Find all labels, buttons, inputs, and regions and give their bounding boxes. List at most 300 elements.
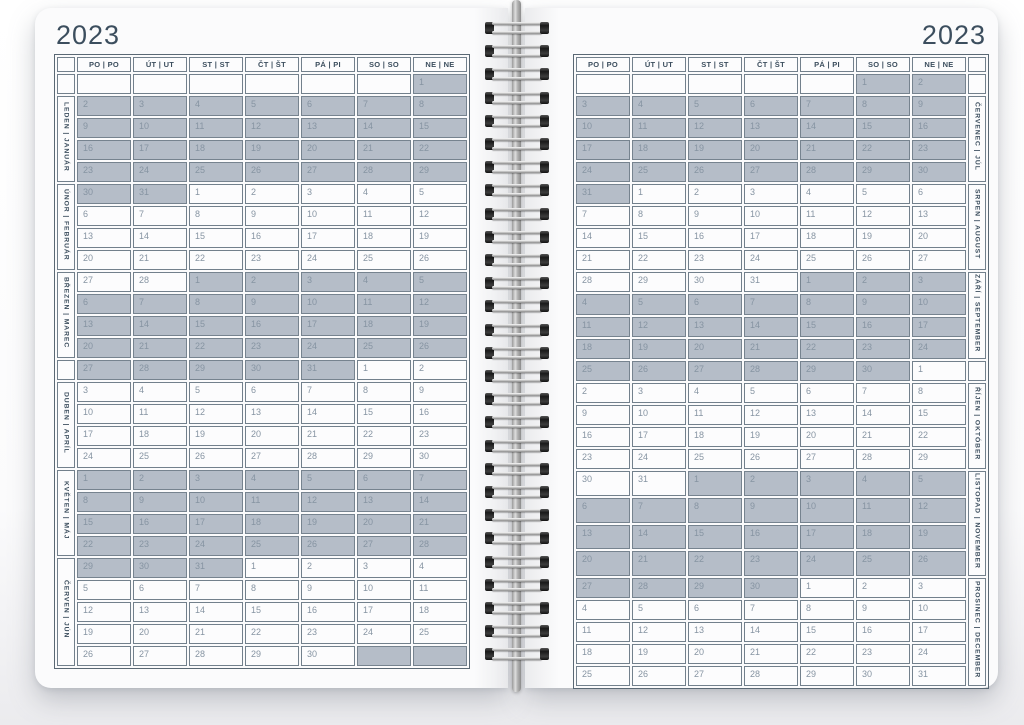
day-cell: 16 [688, 228, 742, 248]
month-label [968, 578, 986, 686]
day-cell: 17 [744, 228, 798, 248]
day-cell: 9 [912, 96, 966, 116]
day-cell: 8 [189, 206, 243, 226]
day-cell: 30 [77, 184, 131, 204]
day-cell: 3 [133, 96, 187, 116]
day-cell: 23 [576, 449, 630, 469]
month-label-stub [968, 57, 986, 72]
day-cell: 17 [189, 514, 243, 534]
month-label-stub [968, 74, 986, 94]
day-cell: 22 [688, 551, 742, 576]
day-cell: 14 [133, 316, 187, 336]
day-cell: 26 [632, 361, 686, 381]
day-cell: 6 [800, 383, 854, 403]
day-cell: 26 [189, 448, 243, 468]
day-cell: 27 [357, 536, 411, 556]
day-header: PÁ | PI [301, 57, 355, 72]
binding-spine-rod [512, 0, 521, 692]
day-cell: 5 [301, 470, 355, 490]
day-cell: 21 [744, 339, 798, 359]
day-cell: 14 [357, 118, 411, 138]
day-cell: 22 [800, 339, 854, 359]
day-cell: 21 [413, 514, 467, 534]
week-row [57, 228, 467, 248]
empty-day-cell [357, 74, 411, 94]
day-cell: 24 [301, 250, 355, 270]
day-cell: 8 [357, 382, 411, 402]
day-cell: 19 [245, 140, 299, 160]
week-row [57, 272, 467, 292]
day-cell: 25 [856, 551, 910, 576]
day-cell: 9 [77, 118, 131, 138]
week-row [576, 644, 986, 664]
day-cell: 19 [413, 316, 467, 336]
week-row [576, 666, 986, 686]
day-cell: 16 [856, 622, 910, 642]
month-label [968, 471, 986, 576]
day-cell: 2 [856, 578, 910, 598]
day-cell: 30 [301, 646, 355, 666]
week-row [576, 118, 986, 138]
day-cell: 20 [301, 140, 355, 160]
day-header-row [576, 57, 986, 72]
day-cell: 27 [245, 448, 299, 468]
day-cell: 25 [576, 666, 630, 686]
day-cell: 12 [189, 404, 243, 424]
day-cell: 22 [189, 338, 243, 358]
day-cell: 24 [189, 536, 243, 556]
day-cell: 11 [800, 206, 854, 226]
day-cell: 20 [245, 426, 299, 446]
day-cell: 11 [688, 405, 742, 425]
day-cell: 15 [856, 118, 910, 138]
day-header: ST | ST [189, 57, 243, 72]
day-cell: 7 [576, 206, 630, 226]
day-cell: 8 [189, 294, 243, 314]
day-cell: 6 [576, 498, 630, 523]
week-row [57, 206, 467, 226]
day-cell: 18 [856, 525, 910, 550]
day-cell: 1 [357, 360, 411, 380]
day-cell: 22 [357, 426, 411, 446]
week-row [576, 551, 986, 576]
day-cell: 12 [413, 294, 467, 314]
day-cell: 12 [245, 118, 299, 138]
week-row [576, 184, 986, 204]
day-header: SO | SO [357, 57, 411, 72]
day-cell: 7 [856, 383, 910, 403]
day-cell: 21 [189, 624, 243, 644]
month-label [57, 558, 75, 666]
day-cell: 20 [800, 427, 854, 447]
week-row [57, 426, 467, 446]
day-cell: 8 [912, 383, 966, 403]
week-row [57, 404, 467, 424]
day-cell: 6 [357, 470, 411, 490]
day-cell: 28 [576, 272, 630, 292]
month-label-stub [57, 57, 75, 72]
day-cell: 17 [133, 140, 187, 160]
day-cell: 23 [133, 536, 187, 556]
day-cell: 24 [77, 448, 131, 468]
day-cell: 22 [856, 140, 910, 160]
day-cell: 30 [744, 578, 798, 598]
day-cell: 23 [77, 162, 131, 182]
day-cell: 20 [744, 140, 798, 160]
day-cell: 18 [357, 228, 411, 248]
week-row [57, 514, 467, 534]
day-cell: 19 [856, 228, 910, 248]
day-cell: 21 [856, 427, 910, 447]
day-cell: 27 [77, 360, 131, 380]
day-cell: 19 [189, 426, 243, 446]
week-row [576, 294, 986, 314]
day-cell: 7 [301, 382, 355, 402]
day-cell: 10 [133, 118, 187, 138]
day-header: ČT | ŠT [245, 57, 299, 72]
day-cell: 26 [413, 250, 467, 270]
month-label [968, 383, 986, 469]
day-cell: 18 [632, 140, 686, 160]
day-cell: 23 [245, 250, 299, 270]
day-cell: 29 [912, 449, 966, 469]
day-cell: 1 [189, 272, 243, 292]
day-cell: 2 [133, 470, 187, 490]
week-row [576, 471, 986, 496]
day-cell: 11 [357, 294, 411, 314]
day-cell: 3 [576, 96, 630, 116]
day-cell: 27 [800, 449, 854, 469]
week-row [576, 498, 986, 523]
day-cell: 18 [576, 339, 630, 359]
month-label-stub [968, 361, 986, 381]
day-header: SO | SO [856, 57, 910, 72]
day-cell: 2 [688, 184, 742, 204]
day-cell: 19 [632, 644, 686, 664]
day-cell: 13 [77, 316, 131, 336]
day-cell: 17 [576, 140, 630, 160]
day-cell: 14 [133, 228, 187, 248]
week-row [576, 162, 986, 182]
day-cell: 29 [189, 360, 243, 380]
day-cell: 7 [133, 206, 187, 226]
day-cell: 18 [576, 644, 630, 664]
day-cell: 14 [800, 118, 854, 138]
week-row [57, 250, 467, 270]
day-cell: 4 [133, 382, 187, 402]
week-row [57, 492, 467, 512]
day-cell: 10 [189, 492, 243, 512]
day-cell: 18 [189, 140, 243, 160]
day-cell: 22 [189, 250, 243, 270]
day-cell: 3 [912, 578, 966, 598]
day-cell: 19 [744, 427, 798, 447]
day-cell: 29 [632, 272, 686, 292]
day-cell: 19 [912, 525, 966, 550]
month-label-text: ŘÍJEN | OKTÓBER [973, 387, 981, 461]
day-cell: 16 [856, 317, 910, 337]
day-cell: 16 [133, 514, 187, 534]
day-cell: 6 [912, 184, 966, 204]
day-cell: 25 [576, 361, 630, 381]
day-cell: 1 [800, 272, 854, 292]
day-cell: 20 [576, 551, 630, 576]
day-cell: 29 [856, 162, 910, 182]
day-cell: 5 [688, 96, 742, 116]
week-row [57, 294, 467, 314]
week-row [576, 74, 986, 94]
day-cell: 2 [856, 272, 910, 292]
day-cell: 4 [576, 294, 630, 314]
day-cell: 7 [744, 294, 798, 314]
day-cell: 24 [357, 624, 411, 644]
day-cell: 12 [301, 492, 355, 512]
empty-day-cell [632, 74, 686, 94]
day-cell: 13 [357, 492, 411, 512]
day-cell: 5 [413, 272, 467, 292]
day-cell: 9 [744, 498, 798, 523]
day-cell: 12 [77, 602, 131, 622]
day-cell: 25 [413, 624, 467, 644]
day-cell: 3 [800, 471, 854, 496]
empty-day-cell [133, 74, 187, 94]
day-cell: 8 [800, 600, 854, 620]
month-label [57, 184, 75, 270]
day-cell: 24 [744, 250, 798, 270]
day-cell: 5 [912, 471, 966, 496]
day-cell: 26 [688, 162, 742, 182]
day-cell: 20 [357, 514, 411, 534]
month-label-stub [57, 74, 75, 94]
day-cell: 28 [357, 162, 411, 182]
day-cell: 7 [189, 580, 243, 600]
day-cell: 20 [77, 338, 131, 358]
day-cell: 17 [301, 316, 355, 336]
week-row [576, 339, 986, 359]
day-cell: 5 [413, 184, 467, 204]
day-cell: 20 [688, 339, 742, 359]
day-cell: 15 [800, 317, 854, 337]
day-cell: 16 [576, 427, 630, 447]
day-cell: 26 [413, 338, 467, 358]
day-cell: 13 [744, 118, 798, 138]
day-cell: 6 [688, 600, 742, 620]
day-cell: 26 [744, 449, 798, 469]
week-row [576, 405, 986, 425]
day-cell: 13 [688, 622, 742, 642]
day-cell: 22 [245, 624, 299, 644]
day-cell: 2 [912, 74, 966, 94]
day-cell: 25 [632, 162, 686, 182]
day-cell: 23 [856, 644, 910, 664]
month-label-text: SRPEN | AUGUST [973, 189, 981, 260]
month-label-text: KVĚTEN | MÁJ [62, 481, 70, 540]
empty-day-cell [77, 74, 131, 94]
month-label-text: LISTOPAD | NOVEMBER [973, 473, 981, 570]
year-title-right: 2023 [921, 20, 986, 50]
day-cell: 21 [632, 551, 686, 576]
day-cell: 21 [357, 140, 411, 160]
empty-day-cell [301, 74, 355, 94]
day-cell: 18 [133, 426, 187, 446]
day-cell: 17 [301, 228, 355, 248]
day-cell: 4 [800, 184, 854, 204]
day-cell: 3 [301, 184, 355, 204]
day-cell: 5 [245, 96, 299, 116]
day-cell: 28 [133, 360, 187, 380]
day-cell: 23 [912, 140, 966, 160]
day-cell: 24 [632, 449, 686, 469]
day-cell: 1 [245, 558, 299, 578]
week-row [57, 646, 467, 666]
day-cell: 2 [744, 471, 798, 496]
day-cell: 26 [912, 551, 966, 576]
day-cell: 16 [744, 525, 798, 550]
empty-day-cell [744, 74, 798, 94]
week-row [576, 250, 986, 270]
day-cell: 9 [576, 405, 630, 425]
day-cell: 31 [632, 471, 686, 496]
month-label-text: ČERVEN | JÚN [62, 580, 70, 639]
day-cell: 11 [413, 580, 467, 600]
day-cell: 9 [245, 206, 299, 226]
day-header: NE | NE [912, 57, 966, 72]
day-cell: 24 [576, 162, 630, 182]
day-cell: 21 [133, 250, 187, 270]
week-row [576, 317, 986, 337]
day-cell: 21 [301, 426, 355, 446]
week-row [57, 382, 467, 402]
day-cell: 2 [245, 272, 299, 292]
day-cell: 27 [688, 666, 742, 686]
day-cell: 11 [133, 404, 187, 424]
day-header: ÚT | UT [632, 57, 686, 72]
day-cell: 10 [301, 206, 355, 226]
day-cell: 3 [301, 272, 355, 292]
day-cell: 11 [576, 622, 630, 642]
day-cell: 16 [77, 140, 131, 160]
day-cell: 31 [912, 666, 966, 686]
day-cell: 23 [744, 551, 798, 576]
day-cell: 25 [688, 449, 742, 469]
day-cell: 11 [576, 317, 630, 337]
empty-day-cell [800, 74, 854, 94]
day-cell: 24 [301, 338, 355, 358]
day-cell: 19 [688, 140, 742, 160]
day-header: PO | PO [576, 57, 630, 72]
day-cell: 1 [856, 74, 910, 94]
day-cell: 1 [688, 471, 742, 496]
day-cell: 24 [912, 644, 966, 664]
month-label [968, 184, 986, 270]
day-cell: 27 [77, 272, 131, 292]
day-cell: 13 [800, 405, 854, 425]
day-cell: 4 [632, 96, 686, 116]
day-cell: 30 [245, 360, 299, 380]
week-row [576, 206, 986, 226]
day-cell: 15 [245, 602, 299, 622]
day-cell: 13 [133, 602, 187, 622]
day-cell: 1 [189, 184, 243, 204]
day-cell: 30 [688, 272, 742, 292]
day-cell: 14 [301, 404, 355, 424]
day-cell: 27 [688, 361, 742, 381]
day-cell: 4 [189, 96, 243, 116]
day-cell: 3 [189, 470, 243, 490]
day-cell: 17 [912, 622, 966, 642]
day-cell: 25 [245, 536, 299, 556]
day-cell: 3 [912, 272, 966, 292]
week-row [576, 449, 986, 469]
empty-day-cell [189, 74, 243, 94]
day-cell: 15 [912, 405, 966, 425]
day-cell: 29 [800, 666, 854, 686]
day-cell: 3 [357, 558, 411, 578]
day-cell: 30 [912, 162, 966, 182]
day-cell: 14 [744, 317, 798, 337]
day-cell: 5 [77, 580, 131, 600]
day-cell: 10 [77, 404, 131, 424]
day-cell: 25 [357, 250, 411, 270]
day-cell: 15 [413, 118, 467, 138]
day-cell: 29 [800, 361, 854, 381]
week-row [576, 600, 986, 620]
day-cell: 15 [189, 316, 243, 336]
day-cell: 18 [413, 602, 467, 622]
day-cell: 12 [632, 317, 686, 337]
day-cell: 28 [744, 361, 798, 381]
day-cell: 28 [632, 578, 686, 598]
day-cell: 15 [357, 404, 411, 424]
month-label-text: DUBEN | APRÍL [62, 391, 70, 454]
day-cell: 23 [245, 338, 299, 358]
day-cell: 28 [744, 666, 798, 686]
day-cell: 5 [189, 382, 243, 402]
day-header: ST | ST [688, 57, 742, 72]
day-cell: 28 [301, 448, 355, 468]
day-cell: 7 [632, 498, 686, 523]
day-cell: 21 [576, 250, 630, 270]
empty-day-cell [576, 74, 630, 94]
day-cell: 3 [632, 383, 686, 403]
day-cell: 22 [413, 140, 467, 160]
day-cell: 14 [856, 405, 910, 425]
day-cell: 11 [189, 118, 243, 138]
day-header: ÚT | UT [133, 57, 187, 72]
day-cell: 30 [576, 471, 630, 496]
day-cell: 10 [800, 498, 854, 523]
day-cell: 9 [856, 294, 910, 314]
day-cell: 11 [245, 492, 299, 512]
day-cell: 11 [632, 118, 686, 138]
day-cell: 7 [800, 96, 854, 116]
day-cell: 18 [800, 228, 854, 248]
day-cell: 22 [800, 644, 854, 664]
day-cell: 12 [413, 206, 467, 226]
day-cell: 2 [576, 383, 630, 403]
week-row [576, 427, 986, 447]
day-cell: 10 [301, 294, 355, 314]
calendar-table-right [573, 54, 989, 689]
day-cell: 13 [688, 317, 742, 337]
day-cell: 20 [912, 228, 966, 248]
day-cell: 31 [576, 184, 630, 204]
month-label-text: ZÁŘÍ | SEPTEMBER [973, 274, 981, 353]
day-cell: 4 [576, 600, 630, 620]
day-cell: 20 [133, 624, 187, 644]
day-cell: 10 [912, 600, 966, 620]
day-cell: 3 [77, 382, 131, 402]
